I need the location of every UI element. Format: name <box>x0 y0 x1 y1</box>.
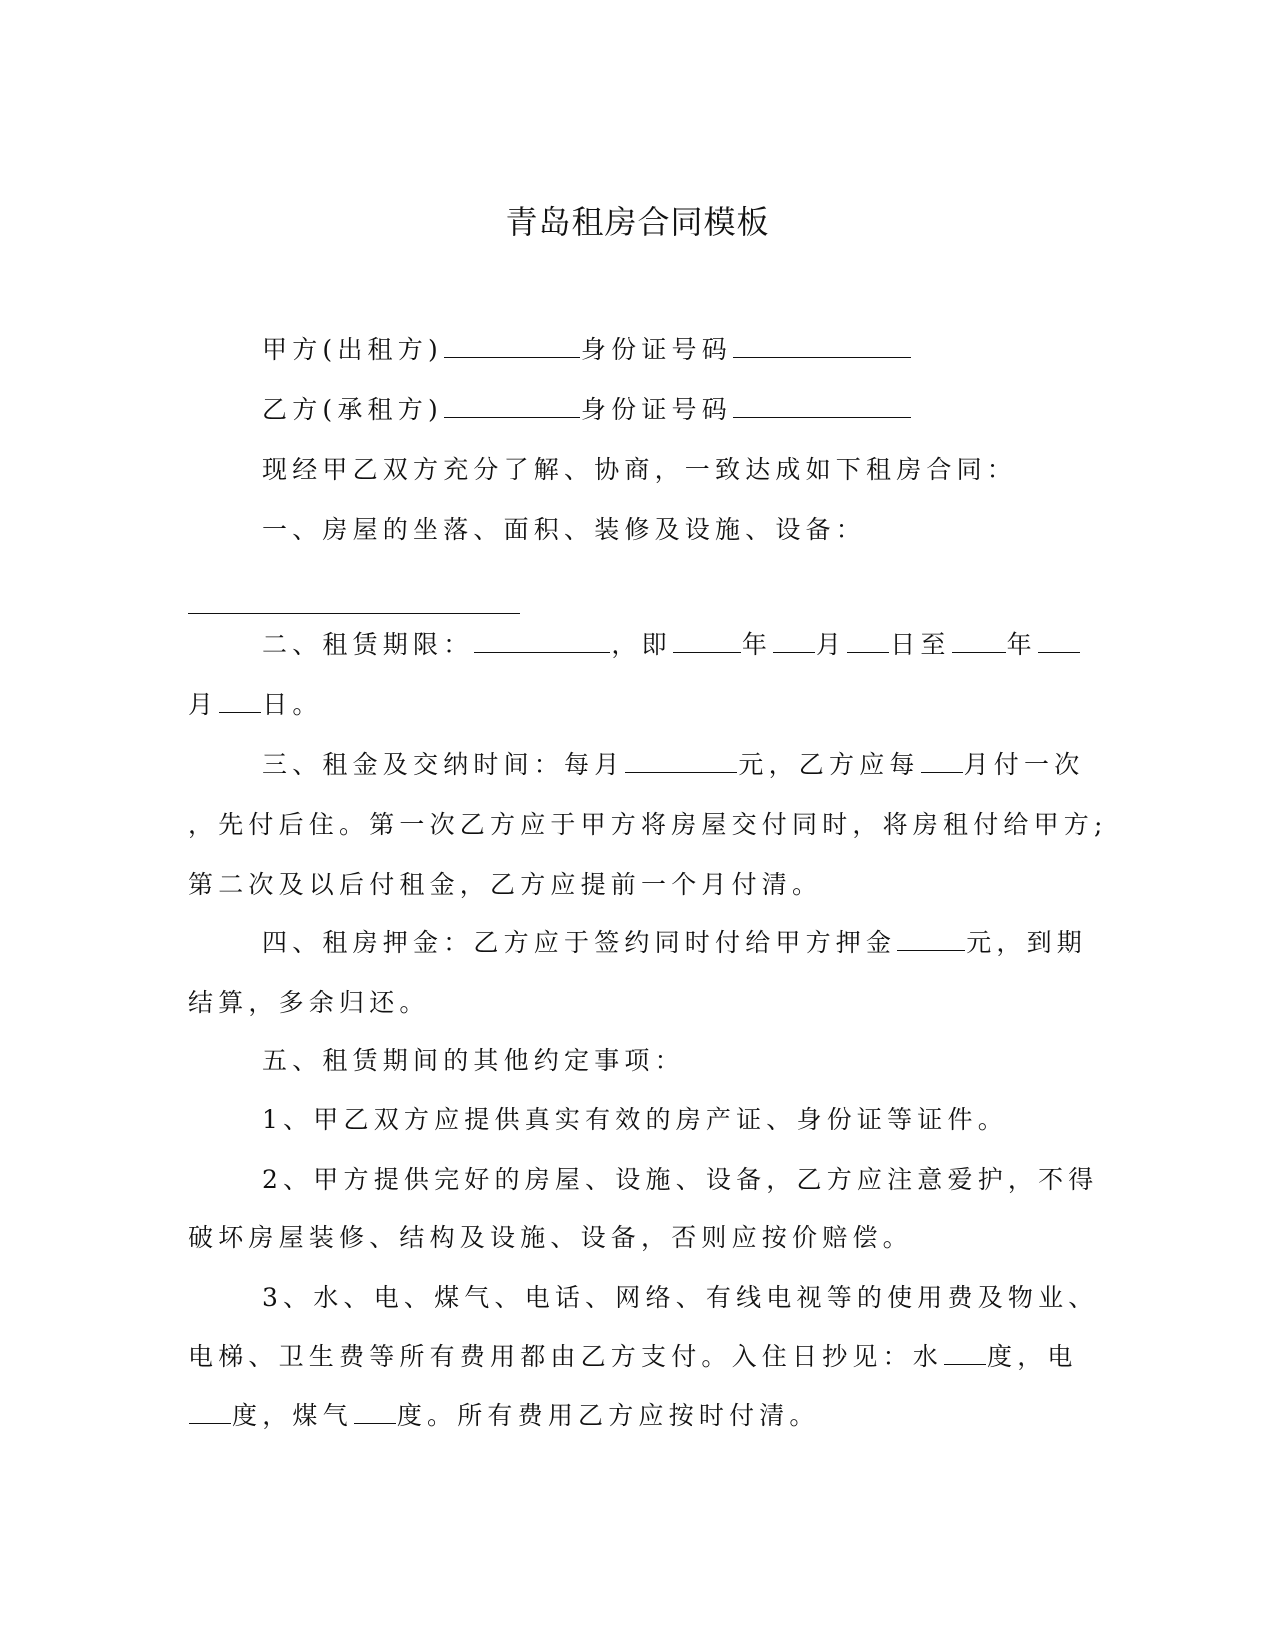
party-a-line <box>262 330 1152 370</box>
section5-item2-line2: 破坏房屋装修、结构及设施、设备，否则应按价赔偿。 <box>188 1223 913 1252</box>
party-b-id-blank <box>733 393 911 418</box>
section5-item3-line3 <box>188 1396 1078 1436</box>
meter-reading-label: 电梯、卫生费等所有费用都由乙方支付。入住日抄见：水 <box>188 1342 944 1371</box>
electricity-label: 度，电 <box>987 1342 1078 1371</box>
section2-line1 <box>262 625 1152 665</box>
document-title: 青岛租房合同模板 <box>505 203 770 241</box>
section5-item1: 1、甲乙双方应提供真实有效的房产证、身份证等证件。 <box>262 1105 1008 1134</box>
section2-line2 <box>188 685 1078 725</box>
payment-note: 度。所有费用乙方应按时付清。 <box>396 1401 820 1430</box>
party-a-name-blank <box>444 333 580 358</box>
electricity-reading-blank <box>189 1399 231 1424</box>
start-month-blank <box>773 628 815 653</box>
party-a-id-label: 身份证号码 <box>580 335 732 364</box>
rent-unit-label: 元，乙方应每 <box>738 750 920 779</box>
party-b-name-blank <box>444 393 580 418</box>
start-day-blank <box>847 628 889 653</box>
section5-item3-line1: 3、水、电、煤气、电话、网络、有线电视等的使用费及物业、 <box>262 1283 1099 1312</box>
day-end-label: 日。 <box>262 690 323 719</box>
section1-heading: 一、房屋的坐落、面积、装修及设施、设备： <box>262 515 867 544</box>
year-label: 年 <box>1006 630 1037 659</box>
gas-reading-blank <box>354 1399 396 1424</box>
section2-namely-label: ，即 <box>611 630 672 659</box>
day-to-label: 日至 <box>890 630 951 659</box>
intro-paragraph: 现经甲乙双方充分了解、协商，一致达成如下租房合同： <box>262 455 1018 484</box>
payment-interval-blank <box>921 748 963 773</box>
section3-line3: 第二次及以后付租金，乙方应提前一个月付清。 <box>188 870 823 899</box>
monthly-rent-blank <box>625 748 737 773</box>
section1-location-blank <box>188 613 520 614</box>
gas-label: 度，煤气 <box>232 1401 353 1430</box>
section5-item2-line1: 2、甲方提供完好的房屋、设施、设备，乙方应注意爱护，不得 <box>262 1165 1099 1194</box>
water-reading-blank <box>944 1340 986 1365</box>
section3-line2: ，先付后住。第一次乙方应于甲方将房屋交付同时，将房租付给甲方; <box>188 810 1108 839</box>
end-day-blank <box>219 688 261 713</box>
party-a-label: 甲方(出租方) <box>262 335 443 364</box>
section5-heading: 五、租赁期间的其他约定事项： <box>262 1046 685 1075</box>
rent-label: 三、租金及交纳时间：每月 <box>262 750 625 779</box>
deposit-amount-blank <box>897 926 965 951</box>
end-month-blank <box>1038 628 1080 653</box>
payment-interval-label: 月付一次 <box>963 750 1085 779</box>
start-year-blank <box>673 628 741 653</box>
section2-lease-term-label: 二、租赁期限： <box>262 630 474 659</box>
section3-line1 <box>262 745 1152 785</box>
party-b-id-label: 身份证号码 <box>580 395 732 424</box>
deposit-unit-label: 元，到期 <box>966 928 1088 957</box>
section4-line2: 结算，多余归还。 <box>188 988 430 1017</box>
deposit-label: 四、租房押金：乙方应于签约同时付给甲方押金 <box>262 928 897 957</box>
party-b-label: 乙方(承租方) <box>262 395 443 424</box>
month-label: 月 <box>816 630 847 659</box>
end-year-blank <box>952 628 1006 653</box>
year-label: 年 <box>741 630 773 659</box>
lease-term-blank <box>474 628 610 653</box>
party-b-line <box>262 390 1152 430</box>
month-label: 月 <box>188 690 219 719</box>
section4-line1 <box>262 923 1152 963</box>
party-a-id-blank <box>733 333 911 358</box>
section5-item3-line2 <box>188 1337 1078 1377</box>
